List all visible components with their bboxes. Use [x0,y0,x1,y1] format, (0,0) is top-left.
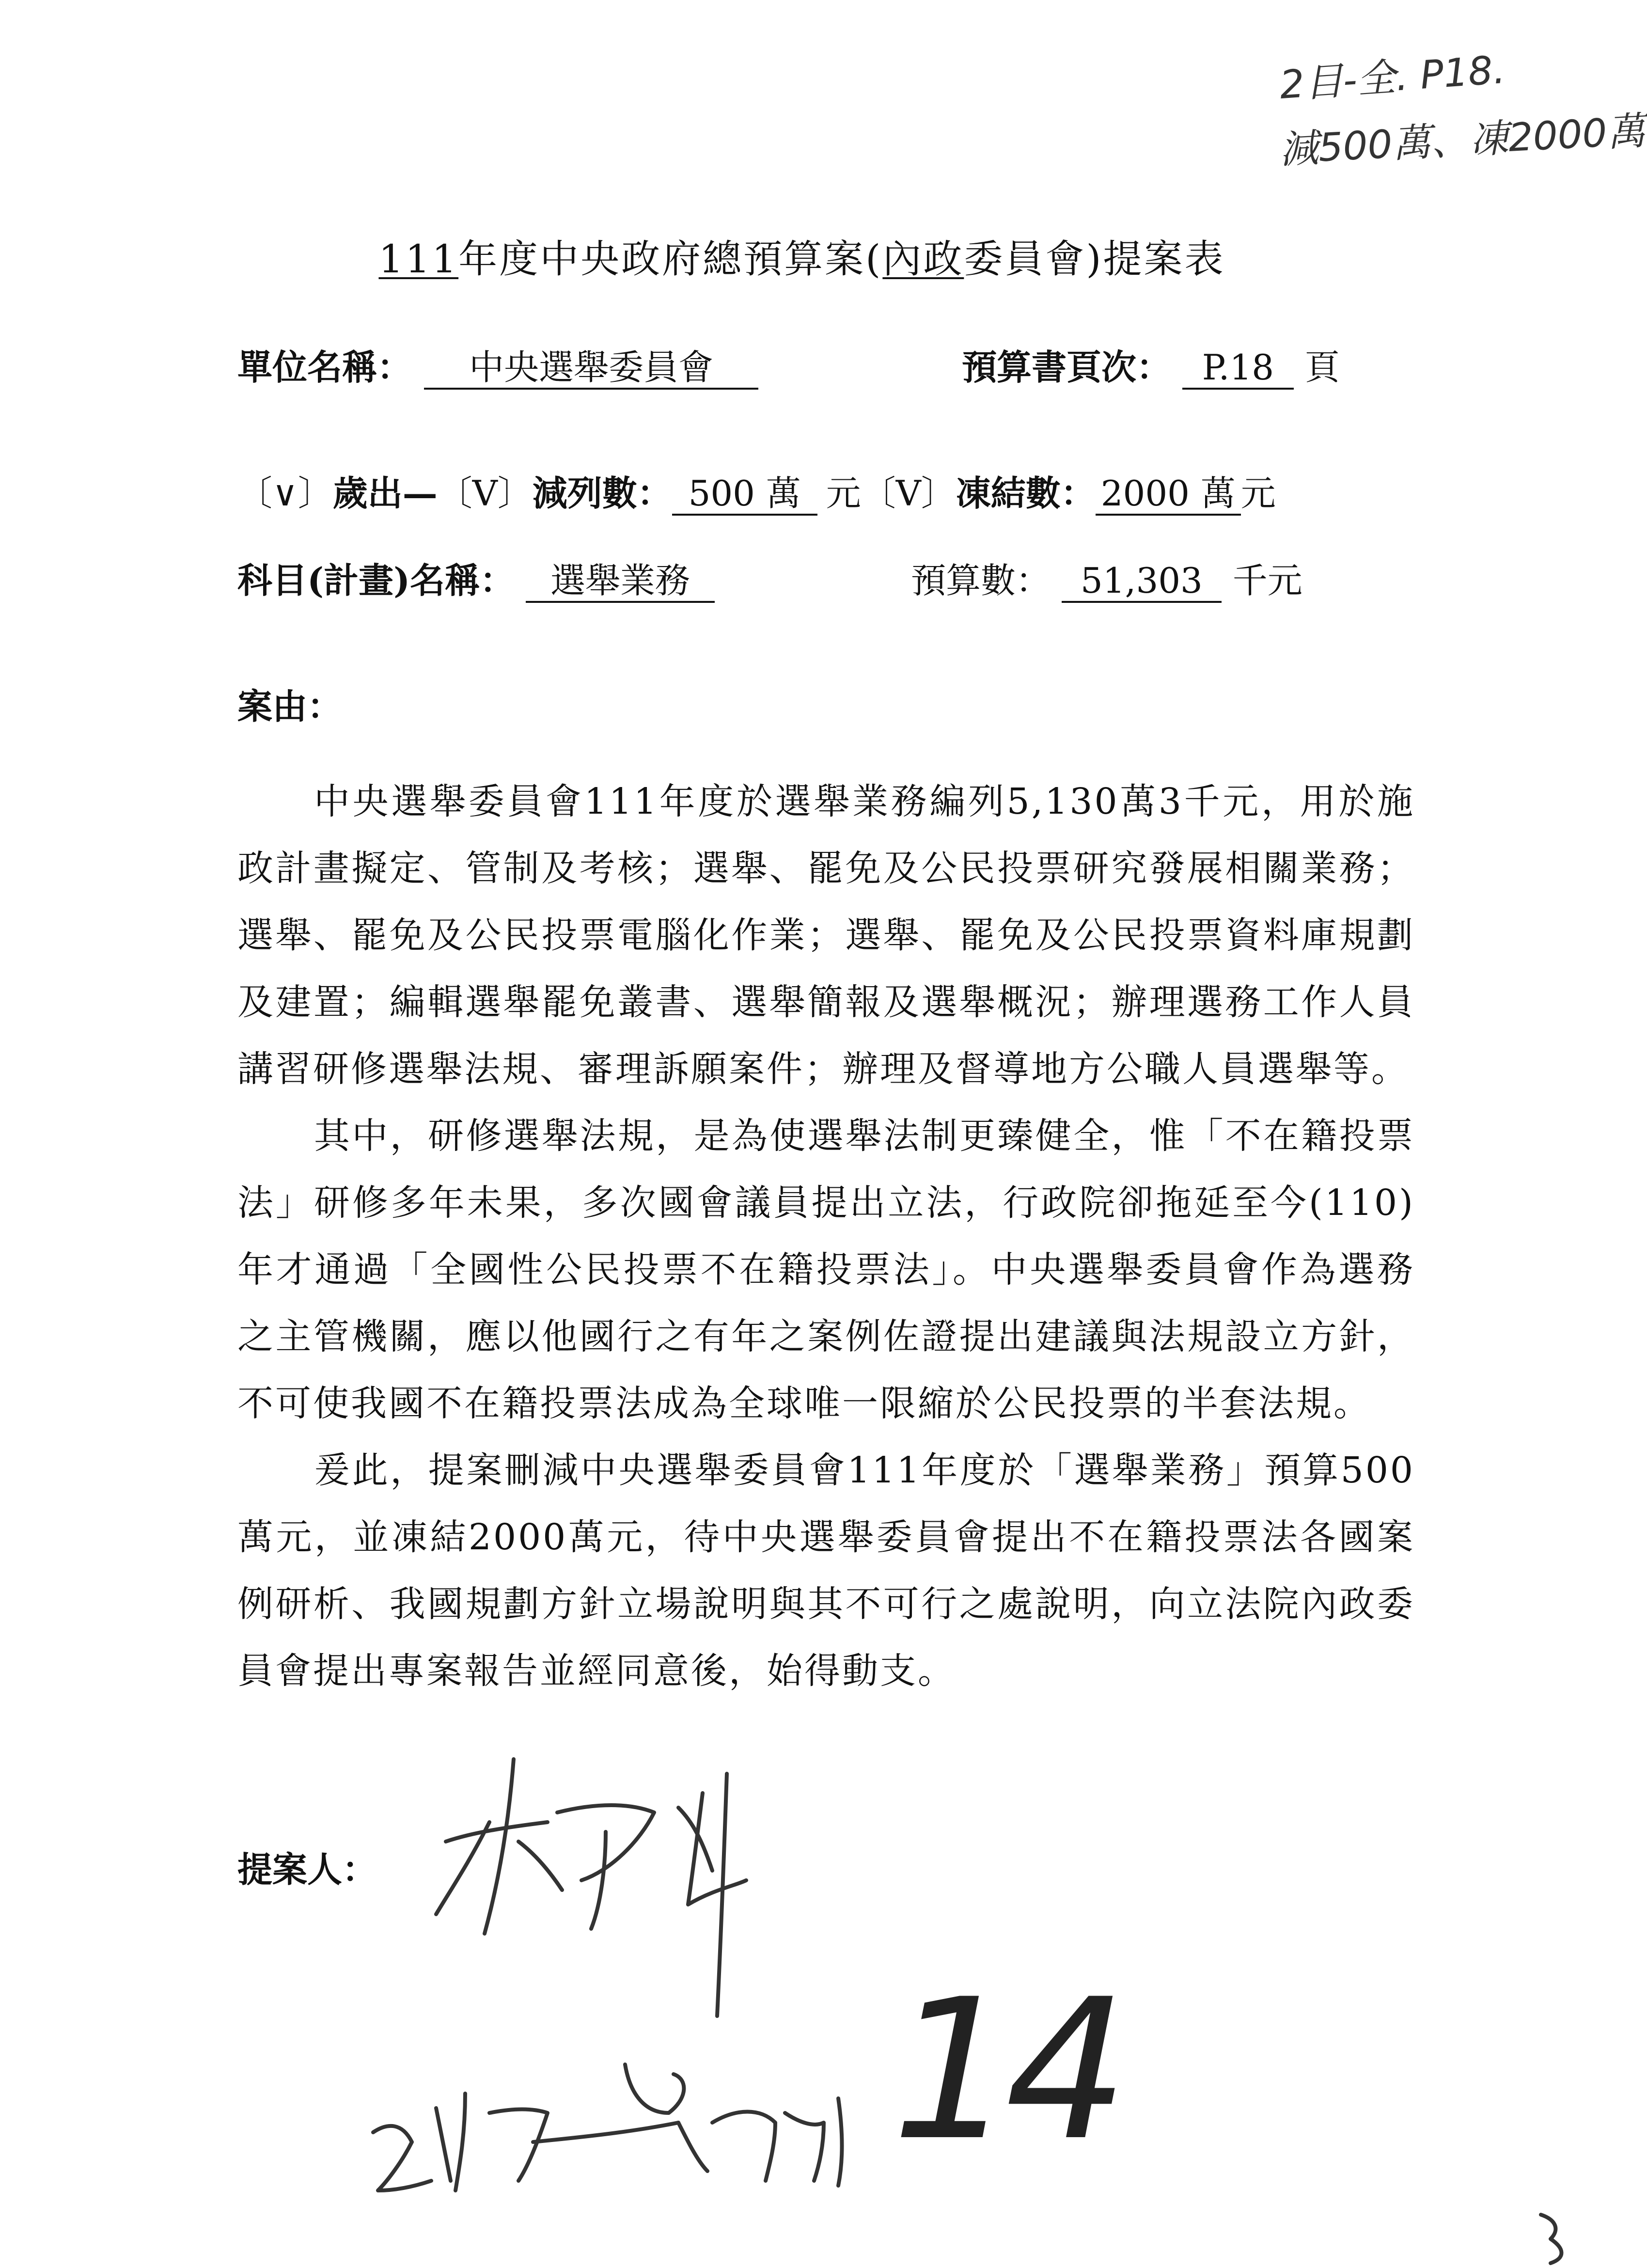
cut-value: 500 萬 [672,473,817,516]
freeze-checkbox: 〔V〕 [861,473,956,514]
freeze-unit: 元 [1240,473,1276,514]
signature-1-stroke [485,1759,514,1934]
budget-label: 預算數： [911,560,1051,601]
title-committee: 內政 [882,236,964,282]
page-ref-value: P.18 [1182,347,1294,390]
paragraph-3: 爰此，提案刪減中央選舉委員會111年度於「選舉業務」預算500萬元，並凍結2000萬元，待中央選舉委員會提出不在籍投票法各國案例研析、我國規劃方針立場說明與其不可行之處說明，向立法院內政委員會提出專案報告並經同意後，始得動支。 [237,1449,1415,1692]
title-end: 委員會)提案表 [964,236,1225,282]
budget-value: 51,303 [1062,561,1222,603]
corner-mark [1541,2215,1562,2263]
signature-2-stroke [373,2126,431,2190]
expense-checkbox: 〔∨〕 [237,473,333,514]
signature-1-stroke [446,1822,548,1842]
signature-2-stroke [838,2098,842,2186]
handwritten-number: 14 [892,1958,1119,2183]
subject-label: 科目(計畫)名稱： [237,560,515,601]
title-middle: 年度中央政府總預算案( [458,236,883,282]
title-year: 111 [378,236,459,282]
cut-label: 減列數： [532,472,672,514]
signature-1-stroke [717,1774,727,2016]
signature-2-stroke [455,2094,465,2190]
signature-2-stroke [533,2123,678,2142]
signature-2-stroke [489,2110,548,2181]
unit-value: 中央選舉委員會 [424,347,758,390]
page-ref-suffix: 頁 [1304,347,1340,388]
proposer-label: 提案人： [237,1849,377,1890]
freeze-label: 凍結數： [956,472,1096,514]
handwritten-note-line1: 2目-全. P18. [1278,47,1507,108]
page-ref-label: 預算書頁次： [962,346,1172,388]
paragraph-1: 中央選舉委員會111年度於選舉業務編列5,130萬3千元，用於施政計畫擬定、管制及考核；選舉、罷免及公民投票研究發展相關業務；選舉、罷免及公民投票電腦化作業；選舉、罷免及公民投票資料庫規劃及建置；編輯選舉罷免叢書、選舉簡報及選舉概況；辦理選務工作人員講習研修選舉法規、審理訴願案件；辦理及督導地方公職人員選舉等。 [237,781,1415,1090]
signature-1-stroke [518,1842,562,1890]
signature-2-stroke [712,2112,775,2181]
signature-2-stroke [785,2113,824,2181]
handwritten-note-line2: 減500萬、凍2000萬 [1278,108,1647,173]
signature-1-stroke [688,1793,746,1905]
signature-2-stroke [625,2064,684,2113]
subject-value: 選舉業務 [526,561,715,603]
signature-2-stroke [436,2108,451,2181]
unit-label: 單位名稱： [237,346,412,388]
cut-unit: 元 [826,473,861,514]
budget-unit: 千元 [1232,560,1302,601]
signature-2-stroke [678,2123,707,2171]
cut-checkbox: 〔V〕 [437,473,533,514]
freeze-value: 2000 萬 [1096,473,1241,516]
signature-1-stroke [591,1832,606,1929]
expense-label: 歲出— [332,472,438,514]
reason-label: 案由： [237,686,343,727]
paragraph-2: 其中，研修選舉法規，是為使選舉法制更臻健全，惟「不在籍投票法」研修多年未果，多次國會議員提出立法，行政院卻拖延至今(110)年才通過「全國性公民投票不在籍投票法」。中央選舉委員會作為選務之主管機關，應以他國行之有年之案例佐證提出建議與法規設立方針，不可使我國不在籍投票法成為全球唯一限縮於公民投票的半套法規。 [237,1115,1415,1424]
